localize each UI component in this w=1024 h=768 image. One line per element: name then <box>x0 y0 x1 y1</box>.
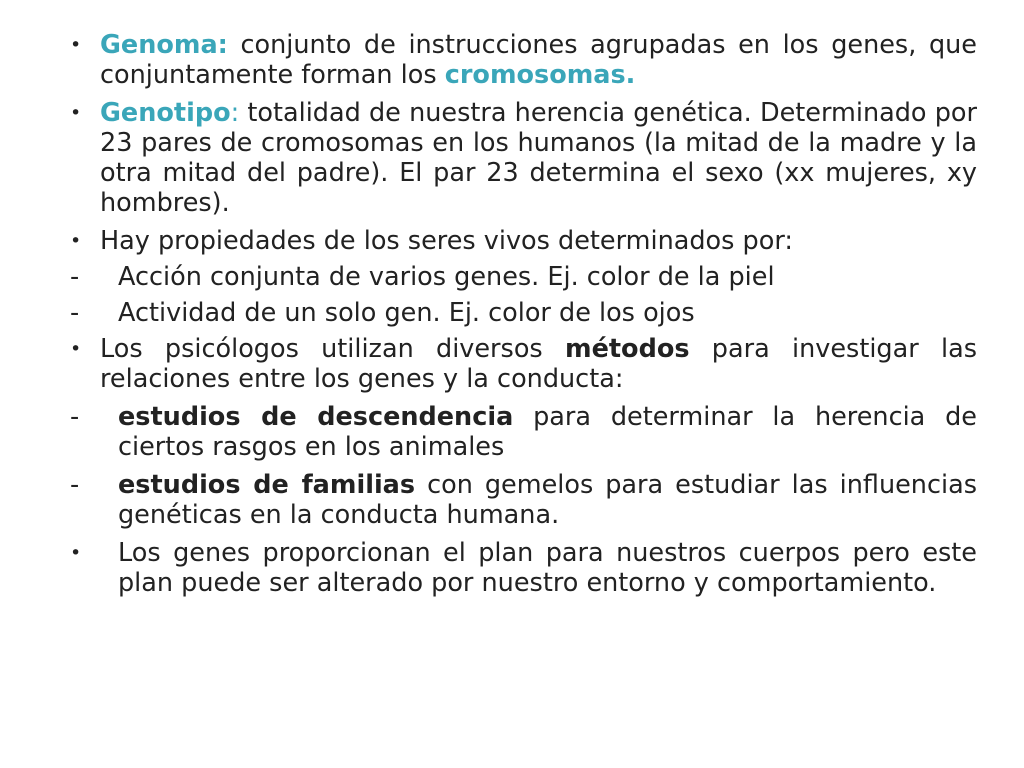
sub-item-actividad-gen <box>0 298 1024 328</box>
term-genoma: Genoma: <box>100 30 228 60</box>
term-metodos: métodos <box>565 334 690 364</box>
term-genotipo: Genotipo <box>100 98 231 128</box>
body-text: Los genes proporcionan el plan para nuestros cuerpos pero este plan puede ser alterado por nuestro entorno y comportamiento. <box>118 538 977 598</box>
body-text: Hay propiedades de los seres vivos determinados por: <box>100 226 793 256</box>
bullet-marker: • <box>70 102 82 124</box>
dash-marker: - <box>70 298 80 328</box>
definition-text: totalidad de nuestra herencia genética. Determinado por 23 pares de cromosomas en los humanos (la mitad de la madre y la otra mitad del padre). El par 23 determina el sexo (xx mujeres, xy hombres). <box>100 98 977 218</box>
term-cromosomas: cromosomas. <box>444 60 636 90</box>
bullet-marker: • <box>70 542 82 564</box>
body-text: Acción conjunta de varios genes. Ej. color de la piel <box>118 262 775 292</box>
body-text: Actividad de un solo gen. Ej. color de los ojos <box>118 298 695 328</box>
body-text: Los psicólogos utilizan diversos <box>100 334 565 364</box>
body-text: para determinar la herencia de ciertos rasgos en los animales <box>118 402 977 462</box>
list-item-genotipo <box>0 98 1024 218</box>
dash-marker: - <box>70 262 80 292</box>
dash-marker: - <box>70 402 80 432</box>
sub-item-accion-conjunta <box>0 262 1024 292</box>
bullet-marker: • <box>70 338 82 360</box>
sub-item-descendencia <box>0 402 1024 462</box>
definition-text: conjunto de instrucciones agrupadas en los genes, que conjuntamente forman los <box>100 30 977 90</box>
body-text: para investigar las relaciones entre los genes y la conducta: <box>100 334 977 394</box>
sub-item-familias <box>0 470 1024 530</box>
list-item-propiedades <box>0 226 1024 256</box>
list-item-plan <box>0 538 1024 598</box>
term-descendencia: estudios de descendencia <box>118 402 514 432</box>
list-item-genoma <box>0 30 1024 90</box>
body-text: con gemelos para estudiar las influencias genéticas en la conducta humana. <box>118 470 977 530</box>
dash-marker: - <box>70 470 80 500</box>
bullet-list <box>0 30 1024 606</box>
term-colon: : <box>230 98 240 128</box>
term-familias: estudios de familias <box>118 470 416 500</box>
list-item-metodos <box>0 334 1024 394</box>
bullet-marker: • <box>70 34 82 56</box>
bullet-marker: • <box>70 230 82 252</box>
